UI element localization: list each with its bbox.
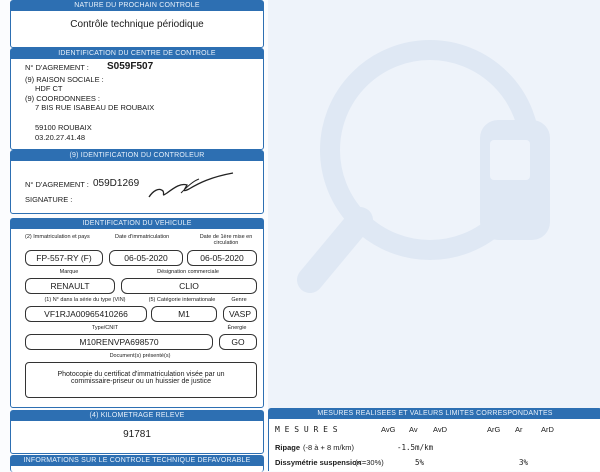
col-ar: Ar bbox=[515, 425, 523, 434]
right-column bbox=[268, 0, 600, 470]
centre-header: IDENTIFICATION DU CENTRE DE CONTROLE bbox=[11, 49, 263, 59]
energie-value: GO bbox=[219, 334, 257, 350]
date-immat-label: Date d'immatriculation bbox=[115, 234, 170, 240]
mesures-header: MESURES REALISEES ET VALEURS LIMITES CORRESPONDANTES bbox=[269, 409, 600, 419]
vehicule-panel bbox=[10, 218, 264, 408]
signature-label: SIGNATURE : bbox=[25, 195, 73, 204]
magnifier-car-watermark-icon bbox=[290, 30, 590, 330]
genre-label: Genre bbox=[231, 297, 247, 303]
col-av: Av bbox=[409, 425, 418, 434]
col-arg: ArG bbox=[487, 425, 501, 434]
mesures-title: M E S U R E S bbox=[275, 425, 338, 434]
ripage-label: Ripage bbox=[275, 443, 301, 452]
km-value: 91781 bbox=[123, 429, 151, 440]
centre-panel bbox=[10, 48, 264, 150]
controleur-agrement-label: N° D'AGREMENT : bbox=[25, 180, 89, 189]
nature-panel bbox=[10, 0, 264, 48]
type-label: Type/CNIT bbox=[91, 325, 119, 331]
controleur-header: (9) IDENTIFICATION DU CONTROLEUR bbox=[11, 151, 263, 161]
controleur-panel bbox=[10, 150, 264, 214]
coord-label: (9) COORDONNEES : bbox=[25, 94, 101, 103]
mesures-panel bbox=[268, 408, 600, 471]
ripage-limits: (-8 à + 8 m/km) bbox=[303, 443, 355, 452]
col-ard: ArD bbox=[541, 425, 554, 434]
defavorable-panel bbox=[10, 455, 264, 472]
categorie-label: (5) Catégorie internationale bbox=[148, 297, 216, 303]
designation-label: Désignation commerciale bbox=[157, 269, 219, 275]
centre-phone: 03.20.27.41.48 bbox=[35, 133, 86, 142]
centre-agrement-label: N° D'AGREMENT : bbox=[25, 63, 89, 72]
documents-line2: commissaire-priseur ou un huissier de justice bbox=[70, 378, 212, 385]
immat-label: (2) Immatriculation et pays bbox=[25, 234, 90, 240]
km-panel bbox=[10, 410, 264, 454]
vin-value: VF1RJA00965410266 bbox=[25, 306, 147, 322]
km-header: (4) KILOMETRAGE RELEVE bbox=[11, 411, 263, 421]
marque-label: Marque bbox=[59, 269, 79, 275]
centre-agrement: S059F507 bbox=[107, 61, 154, 72]
documents-line1: Photocopie du certificat d'immatriculation visée par un bbox=[57, 371, 225, 378]
type-value: M10RENVPA698570 bbox=[25, 334, 213, 350]
date-first-value: 06-05-2020 bbox=[187, 250, 257, 266]
dissym-v1: 5% bbox=[415, 458, 425, 467]
controleur-agrement: 059D1269 bbox=[93, 178, 140, 189]
date-first-label-1: Date de 1ère mise en bbox=[199, 234, 253, 240]
nature-header: NATURE DU PROCHAIN CONTROLE bbox=[11, 1, 263, 11]
documents-label: Document(s) présenté(s) bbox=[109, 353, 171, 359]
categorie-value: M1 bbox=[151, 306, 217, 322]
designation-value: CLIO bbox=[121, 278, 257, 294]
raison-label: (9) RAISON SOCIALE : bbox=[25, 75, 104, 84]
col-avd: AvD bbox=[433, 425, 448, 434]
centre-street: 7 BIS RUE ISABEAU DE ROUBAIX bbox=[35, 103, 155, 112]
date-immat-value: 06-05-2020 bbox=[109, 250, 183, 266]
date-first-label-2: circulation bbox=[213, 240, 239, 246]
nature-value: Contrôle technique périodique bbox=[70, 19, 204, 30]
vin-label: (1) N° dans la série du type (VIN) bbox=[44, 297, 126, 303]
dissym-v2: 3% bbox=[519, 458, 529, 467]
immat-value: FP-557-RY (F) bbox=[25, 250, 103, 266]
defavorable-header: INFORMATIONS SUR LE CONTROLE TECHNIQUE DEFAVORABLE bbox=[11, 456, 263, 466]
ripage-value: -1.5m/km bbox=[397, 443, 434, 452]
documents-box bbox=[25, 362, 257, 398]
marque-value: RENAULT bbox=[25, 278, 115, 294]
signature-scribble bbox=[141, 167, 241, 203]
dissym-limits: (<=30%) bbox=[355, 458, 384, 467]
vehicule-header: IDENTIFICATION DU VEHICULE bbox=[11, 219, 263, 229]
centre-city: 59100 ROUBAIX bbox=[35, 123, 92, 132]
energie-label: Énergie bbox=[227, 325, 247, 331]
dissym-label: Dissymétrie suspension bbox=[275, 458, 362, 467]
genre-value: VASP bbox=[223, 306, 257, 322]
col-avg: AvG bbox=[381, 425, 396, 434]
raison-value: HDF CT bbox=[35, 84, 63, 93]
